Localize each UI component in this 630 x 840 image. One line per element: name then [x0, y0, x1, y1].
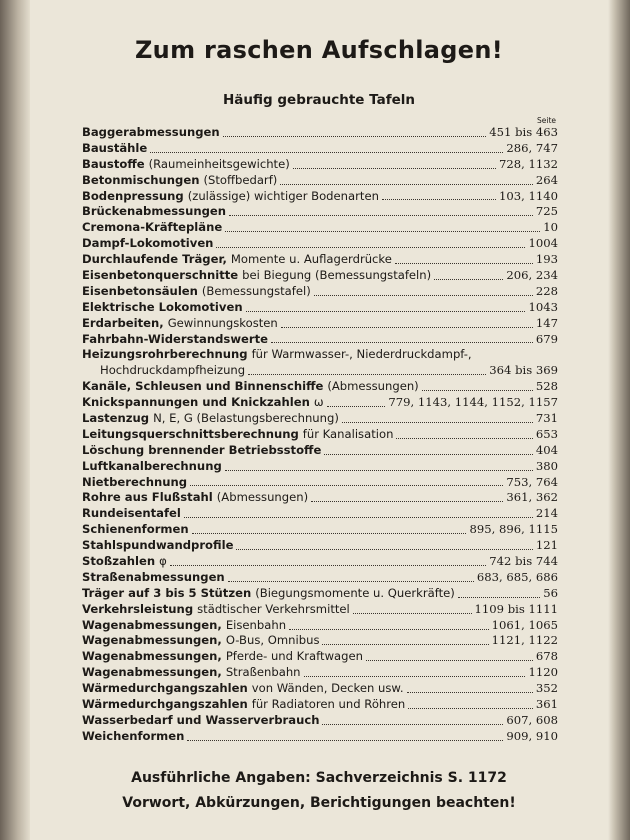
- leader-dots: [190, 485, 503, 486]
- entry-pages: 147: [535, 315, 558, 330]
- list-item: [82, 204, 558, 220]
- entry-name: Wasserbedarf und Wasserverbrauch: [82, 712, 320, 727]
- leader-dots: [353, 613, 472, 614]
- entry-name: Baustähle: [82, 140, 148, 155]
- entry-pages: 607, 608: [506, 712, 558, 727]
- leader-dots: [271, 342, 533, 343]
- leader-dots: [236, 549, 532, 550]
- entry-name: Brückenabmessungen: [82, 204, 226, 219]
- footer-reference: Ausführliche Angaben: Sachverzeichnis S. 1172: [131, 770, 507, 786]
- leader-dots: [327, 406, 386, 407]
- leader-dots: [314, 295, 533, 296]
- entry-pages: 895, 896, 1115: [469, 522, 558, 537]
- leader-dots: [223, 136, 487, 137]
- list-item: [82, 141, 558, 157]
- leader-dots: [342, 422, 533, 423]
- list-item: [82, 570, 558, 586]
- leader-dots: [293, 168, 496, 169]
- leader-dots: [322, 724, 503, 725]
- entry-pages: 103, 1140: [498, 188, 558, 203]
- list-item: [82, 268, 558, 284]
- leader-dots: [216, 247, 525, 248]
- entry-detail: von Wänden, Decken usw.: [251, 681, 404, 696]
- entry-name: Löschung brennender Betriebsstoffe: [82, 442, 322, 457]
- list-item: [82, 236, 558, 252]
- entry-name: Betonmischungen: [82, 172, 200, 187]
- entry-detail: städtischer Verkehrsmittel: [197, 601, 350, 616]
- list-item: [82, 506, 558, 522]
- entry-detail: für Kanalisation: [302, 426, 394, 441]
- list-item: [82, 697, 558, 713]
- list-item: [82, 490, 558, 506]
- entry-detail: (Raumeinheitsgewichte): [148, 156, 290, 171]
- entry-pages: 725: [535, 204, 558, 219]
- list-item: [82, 316, 558, 332]
- entry-pages: 56: [543, 585, 558, 600]
- entry-detail: Pferde- und Kraftwagen: [225, 649, 364, 664]
- leader-dots: [246, 311, 526, 312]
- entry-pages: 121: [535, 538, 558, 553]
- leader-dots: [170, 565, 487, 566]
- leader-dots: [225, 231, 540, 232]
- entry-detail: Gewinnungskosten: [167, 315, 278, 330]
- table-index-list: [82, 125, 558, 745]
- leader-dots: [187, 740, 503, 741]
- entry-pages: 264: [535, 172, 558, 187]
- entry-detail: Momente u. Auflagerdrücke: [230, 252, 392, 267]
- entry-pages: 1061, 1065: [491, 617, 558, 632]
- entry-detail: (Abmessungen): [216, 490, 309, 505]
- entry-pages: 742 bis 744: [489, 554, 558, 569]
- entry-detail: ω: [313, 395, 324, 410]
- footer-note: Vorwort, Abkürzungen, Berichtigungen beachten!: [122, 795, 516, 811]
- entry-pages: 286, 747: [506, 140, 558, 155]
- list-item: [82, 347, 558, 379]
- entry-detail: O-Bus, Omnibus: [225, 633, 320, 648]
- list-item: [82, 618, 558, 634]
- entry-pages: 909, 910: [506, 728, 558, 743]
- list-item: [82, 252, 558, 268]
- leader-dots: [407, 692, 533, 693]
- entry-pages: 380: [535, 458, 558, 473]
- leader-dots: [281, 327, 533, 328]
- list-item: [82, 332, 558, 348]
- leader-dots: [324, 454, 533, 455]
- leader-dots: [366, 660, 533, 661]
- entry-name: Schienenformen: [82, 522, 189, 537]
- list-item: [82, 665, 558, 681]
- entry-pages: 1109 bis 1111: [474, 601, 558, 616]
- leader-dots: [322, 644, 488, 645]
- entry-name: Weichenformen: [82, 728, 185, 743]
- leader-dots: [422, 390, 533, 391]
- entry-name: Stahlspundwandprofile: [82, 538, 234, 553]
- list-item: [82, 379, 558, 395]
- entry-detail: (Bemessungstafel): [201, 283, 311, 298]
- leader-dots: [248, 374, 486, 375]
- list-item: [82, 554, 558, 570]
- entry-name: Wagenabmessungen,: [82, 633, 222, 648]
- list-item: [82, 475, 558, 491]
- leader-dots: [280, 184, 533, 185]
- entry-pages: 404: [535, 442, 558, 457]
- list-item: [82, 713, 558, 729]
- leader-dots: [458, 597, 540, 598]
- list-item: [82, 443, 558, 459]
- list-item: [82, 173, 558, 189]
- list-item: [82, 284, 558, 300]
- entry-detail: N, E, G (Belastungsberechnung): [153, 411, 339, 426]
- entry-name: Straßenabmessungen: [82, 569, 225, 584]
- entry-name: Erdarbeiten,: [82, 315, 164, 330]
- entry-pages: 228: [535, 283, 558, 298]
- entry-pages: 731: [535, 411, 558, 426]
- leader-dots: [434, 279, 503, 280]
- entry-pages: 753, 764: [506, 474, 558, 489]
- entry-pages: 528: [535, 379, 558, 394]
- entry-pages: 1120: [528, 665, 558, 680]
- entry-name: Wagenabmessungen,: [82, 649, 222, 664]
- leader-dots: [225, 470, 533, 471]
- entry-name: Durchlaufende Träger,: [82, 252, 227, 267]
- entry-name: Eisenbetonsäulen: [82, 283, 198, 298]
- leader-dots: [150, 152, 503, 153]
- list-item: [82, 522, 558, 538]
- entry-name: Wärmedurchgangszahlen: [82, 697, 248, 712]
- leader-dots: [229, 215, 533, 216]
- leader-dots: [395, 263, 533, 264]
- entry-name: Heizungsrohrberechnung: [82, 347, 248, 362]
- entry-detail: Straßenbahn: [225, 665, 301, 680]
- entry-detail: φ: [159, 554, 167, 569]
- entry-detail: für Radiatoren und Röhren: [251, 697, 406, 712]
- entry-pages: 683, 685, 686: [476, 569, 558, 584]
- entry-pages: 10: [543, 220, 558, 235]
- entry-pages: 214: [535, 506, 558, 521]
- entry-name: Rohre aus Flußstahl: [82, 490, 213, 505]
- entry-name: Nietberechnung: [82, 474, 188, 489]
- list-item: [82, 395, 558, 411]
- list-item: [82, 538, 558, 554]
- entry-name: Stoßzahlen: [82, 554, 156, 569]
- entry-name: Luftkanalberechnung: [82, 458, 222, 473]
- entry-detail: (Biegungsmomente u. Querkräfte): [255, 585, 455, 600]
- entry-name: Cremona-Kräftepläne: [82, 220, 223, 235]
- entry-pages: 678: [535, 649, 558, 664]
- entry-pages: 728, 1132: [498, 156, 558, 171]
- entry-detail: bei Biegung (Bemessungstafeln): [242, 268, 432, 282]
- entry-pages: 206, 234: [506, 268, 558, 282]
- entry-pages: 1043: [528, 299, 558, 314]
- entry-pages: 352: [535, 681, 558, 696]
- leader-dots: [304, 676, 526, 677]
- entry-name: Rundeisentafel: [82, 506, 181, 521]
- list-item: [82, 157, 558, 173]
- leader-dots: [382, 199, 496, 200]
- list-item: [82, 300, 558, 316]
- right-page-edge: [608, 0, 630, 840]
- entry-pages: 361: [535, 697, 558, 712]
- list-item: [82, 634, 558, 650]
- entry-name: Elektrische Lokomotiven: [82, 299, 243, 314]
- entry-name: Knickspannungen und Knickzahlen: [82, 395, 310, 410]
- entry-pages: 364 bis 369: [489, 363, 558, 378]
- leader-dots: [228, 581, 474, 582]
- list-item: [82, 427, 558, 443]
- list-item: [82, 220, 558, 236]
- leader-dots: [192, 533, 467, 534]
- entry-name: Fahrbahn-Widerstandswerte: [82, 331, 269, 346]
- leader-dots: [408, 708, 533, 709]
- entry-name: Träger auf 3 bis 5 Stützen: [82, 585, 252, 600]
- entry-detail-continued: Hochdruckdampfheizung: [100, 363, 246, 378]
- list-item: [82, 586, 558, 602]
- entry-name: Eisenbetonquerschnitte: [82, 268, 239, 282]
- leader-dots: [311, 501, 503, 502]
- list-item: [82, 649, 558, 665]
- entry-name: Wagenabmessungen,: [82, 665, 222, 680]
- entry-detail: Eisenbahn: [225, 617, 287, 632]
- leader-dots: [184, 517, 533, 518]
- entry-detail: (Abmessungen): [327, 379, 419, 394]
- entry-pages: 1004: [528, 236, 558, 251]
- list-item: [82, 459, 558, 475]
- entry-pages: 193: [535, 252, 558, 267]
- entry-pages: 779, 1143, 1144, 1152, 1157: [388, 395, 558, 410]
- list-item: [82, 681, 558, 697]
- entry-name: Wagenabmessungen,: [82, 617, 222, 632]
- entry-name: Verkehrsleistung: [82, 601, 194, 616]
- entry-name: Kanäle, Schleusen und Binnenschiffe: [82, 379, 324, 394]
- list-item: [82, 729, 558, 745]
- entry-detail: (Stoffbedarf): [203, 172, 278, 187]
- list-item: [82, 125, 558, 141]
- entry-name: Baggerabmessungen: [82, 124, 220, 139]
- entry-name: Dampf-Lokomotiven: [82, 236, 214, 251]
- page-subtitle: Häufig gebrauchte Tafeln: [222, 92, 416, 108]
- entry-detail: (zulässige) wichtiger Bodenarten: [187, 188, 379, 203]
- entry-pages: 679: [535, 331, 558, 346]
- list-item: [82, 189, 558, 205]
- entry-name: Bodenpressung: [82, 188, 184, 203]
- entry-detail: für Warmwasser-, Niederdruckdampf-,: [251, 347, 472, 362]
- leader-dots: [289, 629, 489, 630]
- entry-pages: 451 bis 463: [489, 124, 558, 139]
- column-header-seite: Seite: [536, 116, 556, 125]
- leader-dots: [396, 438, 532, 439]
- entry-pages: 653: [535, 426, 558, 441]
- list-item: [82, 602, 558, 618]
- entry-name: Leitungsquerschnittsberechnung: [82, 426, 299, 441]
- left-page-edge: [0, 0, 30, 840]
- page-title: Zum raschen Aufschlagen!: [134, 36, 503, 64]
- entry-name: Lastenzug: [82, 411, 150, 426]
- list-item: [82, 411, 558, 427]
- entry-name: Wärmedurchgangszahlen: [82, 681, 248, 696]
- entry-pages: 1121, 1122: [491, 633, 558, 648]
- entry-pages: 361, 362: [506, 490, 558, 505]
- entry-name: Baustoffe: [82, 156, 145, 171]
